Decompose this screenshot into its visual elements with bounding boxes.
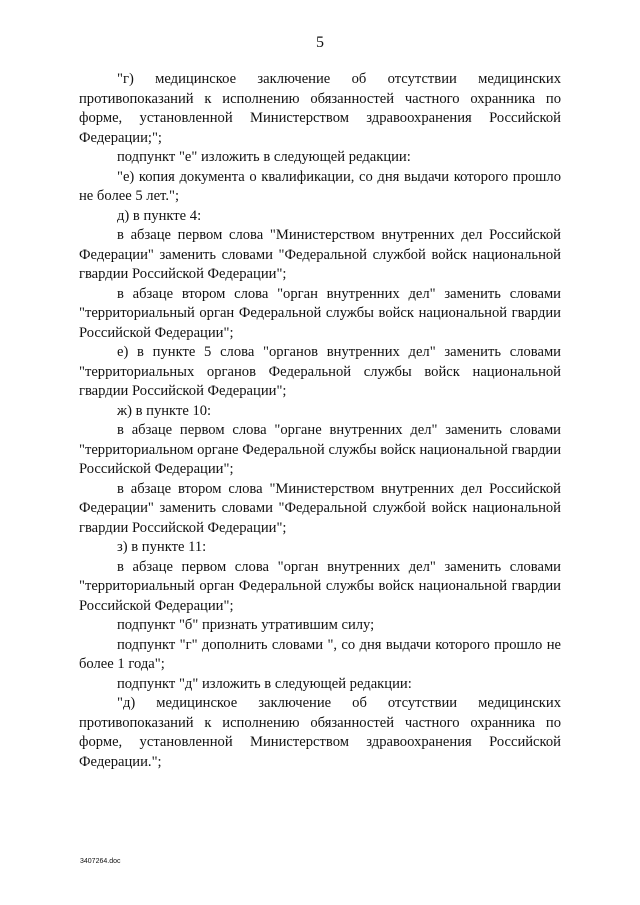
page-number: 5 (316, 34, 324, 51)
paragraph: "е) копия документа о квалификации, со дня выдачи которого прошло не более 5 лет."; (79, 168, 561, 204)
paragraph: д) в пункте 4: (117, 207, 202, 224)
paragraph: "г) медицинское заключение об отсутствии медицинских противопоказаний к исполнению обязанностей частного охранника по форме, установленной Министерством здравоохранения Российской Федерации;"; (79, 71, 561, 146)
paragraph: з) в пункте 11: (117, 539, 207, 555)
file-name-footer: 3407264.doc (80, 858, 121, 865)
paragraph: е) в пункте 5 слова "органов внутренних дел" заменить словами "территориальных органов Федеральной службы войск национальной гвардии Российской Федерации"; (79, 344, 561, 399)
paragraph: подпункт "е" изложить в следующей редакции: (117, 149, 411, 165)
paragraph: в абзаце первом слова "орган внутренних дел" заменить словами "территориальный орган Федеральной службы войск национальной гвардии Российской Федерации"; (79, 558, 561, 614)
document-body (79, 70, 561, 772)
paragraph: в абзаце первом слова "органе внутренних дел" заменить словами "территориальном органе Федеральной службы войск национальной гвардии Российской Федерации"; (79, 422, 561, 477)
paragraph: в абзаце втором слова "орган внутренних дел" заменить словами "территориальный орган Федеральной службы войск национальной гвардии Российской Федерации"; (79, 285, 561, 341)
paragraph: подпункт "б" признать утратившим силу; (117, 617, 375, 633)
paragraph: "д) медицинское заключение об отсутствии медицинских противопоказаний к исполнению обязанностей частного охранника по форме, установленной Министерством здравоохранения Российской Федерации."; (79, 695, 561, 770)
paragraph: подпункт "д" изложить в следующей редакции: (117, 675, 412, 692)
paragraph: подпункт "г" дополнить словами ", со дня выдачи которого прошло не более 1 года"; (79, 636, 561, 672)
paragraph: в абзаце первом слова "Министерством внутренних дел Российской Федерации" заменить словами "Федеральной службой войск национальной гвардии Российской Федерации"; (79, 227, 561, 282)
paragraph: ж) в пункте 10: (117, 402, 212, 419)
paragraph: в абзаце втором слова "Министерством внутренних дел Российской Федерации" заменить словами "Федеральной службой войск национальной гвардии Российской Федерации"; (79, 480, 561, 536)
